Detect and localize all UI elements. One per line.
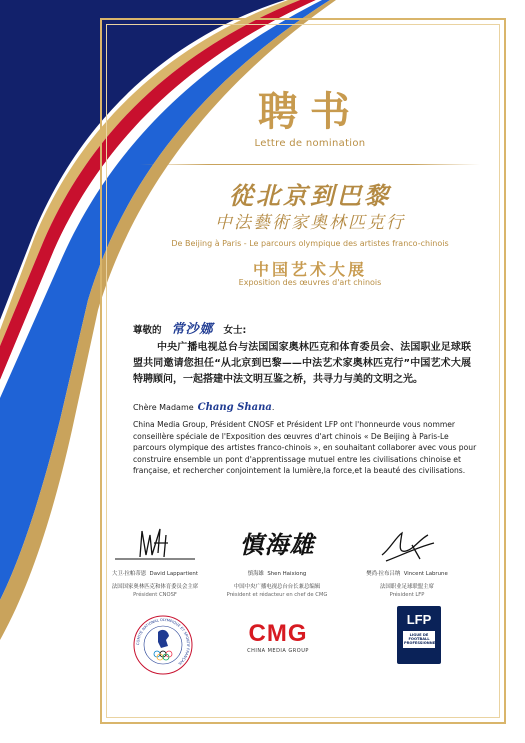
signatory-role-cn: 法国职业足球联盟主席 — [380, 584, 434, 590]
title-divider — [140, 164, 480, 165]
signatory-role-cn: 法国国家奥林匹克和体育委员会主席 — [111, 584, 199, 590]
signature-labrune — [362, 525, 452, 565]
letter-body-fr: China Media Group, Président CNOSF et Président LFP ont l'honneurde vous nommer conseillère spéciale de l'Exposition des œuvres d'art chinois « De Beijing à Paris-Le parcours olympique des artistes franco-chinois », en souhaitant collaborer avec vous pour construire ensemble un pont d'apprentissage mutuel entre les civilisations chinoise et française, et rechercher conjointement la lumière,la force,et la beauté des civilisations. — [133, 420, 477, 476]
cmg-logo — [238, 620, 318, 654]
signatory-name: 慎海雄 Shen Haixiong — [247, 571, 307, 577]
signatory-role-cn: 中国中央广播电视总台台长兼总编辑 — [233, 584, 321, 590]
lfp-subtitle: LIGUE DE FOOTBALL PROFESSIONNEL — [403, 631, 435, 648]
cnosf-ring-text: COMITÉ NATIONAL OLYMPIQUE ET SPORTIF FRANÇAIS — [135, 617, 191, 666]
salutation-suffix: 女士: — [223, 325, 247, 336]
signatory-lappartient — [90, 525, 220, 598]
rooster-icon — [158, 630, 169, 648]
cnosf-logo — [128, 610, 198, 680]
signature-lappartient — [110, 525, 200, 565]
signatory-name: 樊尚·拉布吕纳 Vincent Labrune — [366, 571, 448, 577]
lfp-logo — [397, 606, 441, 664]
exhibition-calligraphy-line1: 從北京到巴黎 — [229, 181, 391, 210]
exhibition-calligraphy-line2: 中法藝術家奧林匹克行 — [215, 213, 405, 233]
recipient-signature: 常沙娜 — [171, 322, 214, 337]
signatory-shen — [212, 525, 342, 598]
exhibit-title-fr: Exposition des œuvres d'art chinois — [238, 278, 382, 287]
lfp-mark: LFP — [406, 612, 432, 627]
signatory-name: 大卫·拉帕蒂恩 David Lappartient — [112, 571, 198, 577]
letter-body-cn: 中央广播电视总台与法国国家奥林匹克和体育委员会、法国职业足球联盟共同邀请您担任“从北京到巴黎——中法艺术家奥林匹克行”中国艺术大展特聘顾问，一起搭建中法文明互鉴之桥，共寻力与美的文明之光。 — [133, 342, 471, 385]
recipient-name-cursive: Chang Shana — [197, 402, 272, 413]
page-subtitle: Lettre de nomination — [254, 138, 366, 149]
salutation-prefix: 尊敬的 — [133, 325, 162, 336]
french-salutation: Chère Madame Chang Shana . — [133, 402, 275, 413]
french-salutation-prefix: Chère Madame — [133, 403, 194, 412]
salutation — [133, 318, 246, 337]
signatory-role-fr: Président CNOSF — [133, 592, 177, 598]
signatory-role-fr: Président LFP — [389, 592, 425, 598]
signatory-role-fr: Président et rédacteur en chef de CMG — [226, 592, 328, 598]
cmg-subtitle: CHINA MEDIA GROUP — [247, 648, 309, 654]
exhibition-french-name: De Beijing à Paris - Le parcours olympique des artistes franco-chinois — [171, 239, 449, 248]
signatory-labrune — [342, 525, 472, 598]
cmg-mark: CMG — [248, 620, 308, 647]
page-title: 聘书 — [258, 88, 362, 135]
signature-shen: 慎海雄 — [239, 530, 315, 559]
exhibit-title-cn: 中国艺术大展 — [252, 260, 367, 279]
